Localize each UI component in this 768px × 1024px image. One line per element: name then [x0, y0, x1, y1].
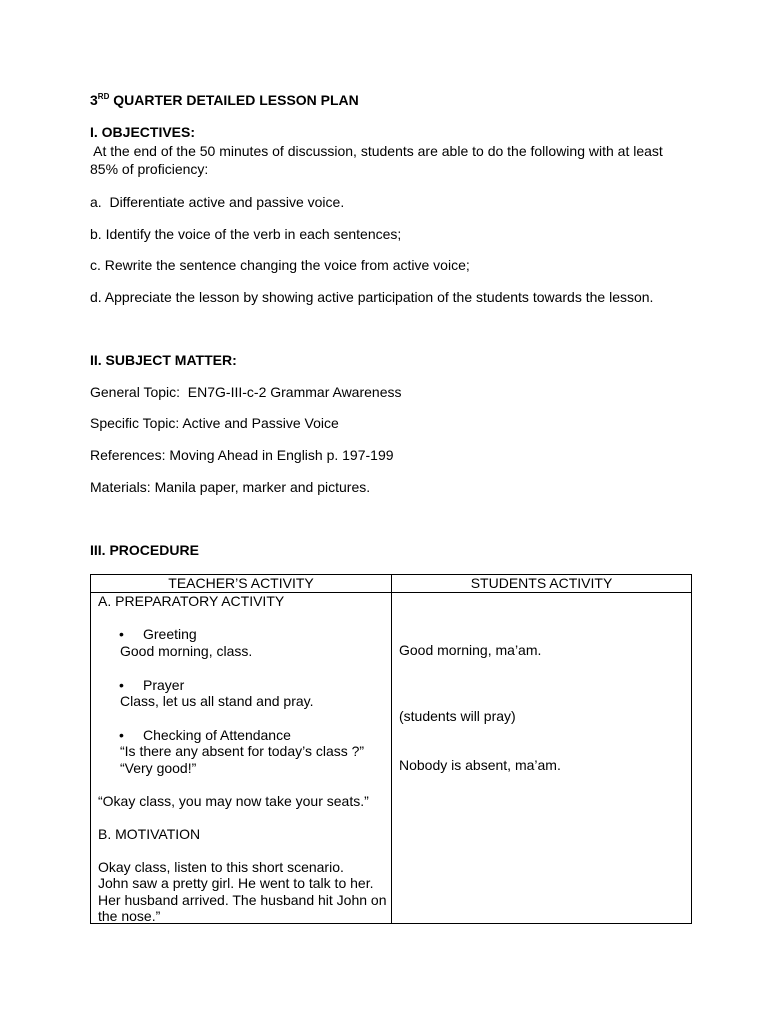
objective-item: c. Rewrite the sentence changing the voice from active voice;	[90, 257, 470, 273]
motivation-line: the nose.”	[98, 907, 161, 924]
preparatory-activity-heading: A. PREPARATORY ACTIVITY	[98, 592, 285, 609]
objectives-heading: I. OBJECTIVES:	[90, 124, 196, 140]
procedure-table	[90, 574, 692, 924]
greeting-bullet: • Greeting	[119, 626, 197, 643]
students-activity-header: STUDENTS ACTIVITY	[392, 575, 692, 593]
motivation-line: John saw a pretty girl. He went to talk to her.	[98, 874, 374, 891]
motivation-line: Her husband arrived. The husband hit John on	[98, 891, 387, 908]
motivation-line: Okay class, listen to this short scenario.	[98, 858, 344, 875]
attendance-bullet: • Checking of Attendance	[119, 727, 291, 744]
students-activity-cell	[392, 592, 692, 923]
attendance-praise: “Very good!”	[120, 759, 197, 776]
procedure-heading: III. PROCEDURE	[90, 542, 199, 558]
objective-item: b. Identify the voice of the verb in each sentences;	[90, 226, 402, 242]
greeting-line: Good morning, class.	[120, 642, 253, 659]
references: References: Moving Ahead in English p. 197-199	[90, 447, 394, 463]
prayer-bullet: • Prayer	[119, 677, 184, 694]
subject-matter-heading: II. SUBJECT MATTER:	[90, 352, 237, 368]
objectives-intro-line-2: 85% of proficiency:	[90, 161, 209, 177]
objective-item: a. Differentiate active and passive voice.	[90, 194, 345, 210]
attendance-reply: Nobody is absent, ma’am.	[399, 756, 561, 773]
document-title: 3RD QUARTER DETAILED LESSON PLAN	[90, 92, 359, 108]
prayer-reply: (students will pray)	[399, 707, 516, 724]
procedure-table-header-row	[91, 575, 692, 593]
teacher-activity-cell	[91, 592, 392, 923]
objective-item: d. Appreciate the lesson by showing active participation of the students towards the lesson.	[90, 289, 654, 305]
objectives-intro-line-1: At the end of the 50 minutes of discussion, students are able to do the following with at least	[90, 143, 663, 159]
greeting-reply: Good morning, ma’am.	[399, 641, 542, 658]
prayer-line: Class, let us all stand and pray.	[120, 692, 314, 709]
specific-topic: Specific Topic: Active and Passive Voice	[90, 415, 339, 431]
procedure-table-body-row	[91, 592, 692, 923]
attendance-question: “Is there any absent for today’s class ?”	[120, 742, 365, 759]
materials: Materials: Manila paper, marker and pictures.	[90, 479, 371, 495]
general-topic: General Topic: EN7G-III-c-2 Grammar Awareness	[90, 384, 402, 400]
take-seats-line: “Okay class, you may now take your seats.”	[98, 792, 369, 809]
teacher-activity-header: TEACHER’S ACTIVITY	[91, 575, 392, 593]
motivation-heading: B. MOTIVATION	[98, 825, 201, 842]
